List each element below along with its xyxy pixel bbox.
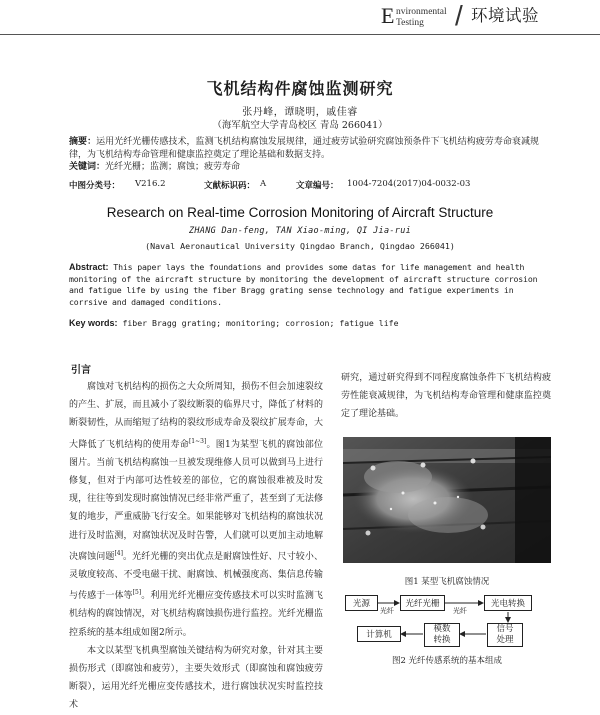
abstract-label-cn: 摘要： xyxy=(69,137,97,147)
journal-logo-letter: E xyxy=(381,3,395,28)
section-heading-intro: 引言 xyxy=(71,365,91,376)
class-value: V216.2 xyxy=(135,179,166,189)
light-source-box: 光源 xyxy=(345,595,378,611)
journal-logo-line1: nvironmental xyxy=(396,7,447,17)
section-name: 环境试验 xyxy=(471,6,539,25)
body-left-column xyxy=(69,378,323,715)
body-right-column xyxy=(341,369,551,424)
para1-text-3: 。光纤光栅的突出优点是耐腐蚀性好、尺寸较小、灵敏度较高、不受电磁干扰、耐腐蚀、机械强度高、集信息传输与传感于一体等 xyxy=(69,551,323,602)
class-label: 中图分类号： xyxy=(69,181,121,191)
header-divider xyxy=(0,34,600,35)
para1-text-4: 。利用光纤光栅应变传感技术可以实时监测飞机结构的腐蚀情况，对飞机结构腐蚀损伤进行监控。光纤光栅监控系统的基本组成如图2所示。 xyxy=(69,591,323,638)
keywords-cn: 光纤光栅；监测；腐蚀；疲劳寿命 xyxy=(105,162,241,172)
abstract-text-en: This paper lays the foundations and provides some datas for life management and health monitoring of the aircraft structure by monitoring the development of aircraft structure corrosion and fatigue life by using the fiber Bragg grating sense technology and fatigue experiments in corrsive and damaged conditions. xyxy=(69,262,538,308)
authors-en: ZHANG Dan-feng, TAN Xiao-ming, QI Jia-rui xyxy=(188,226,412,236)
doccode-value: A xyxy=(260,179,267,189)
fiber-label-1: 光纤 xyxy=(380,607,394,615)
paper-title-en: Research on Real-time Corrosion Monitoring of Aircraft Structure xyxy=(106,205,494,220)
abstract-text-cn: 运用光纤光栅传感技术，监测飞机结构腐蚀发展规律，通过疲劳试验研究腐蚀预条件下飞机结构疲劳寿命衰减规律，为飞机结构寿命管理和健康监控奠定了理论基础和数据支持。 xyxy=(69,137,539,160)
citation: [4] xyxy=(114,549,123,557)
abstract-label-en: Abstract: xyxy=(69,262,109,272)
affiliation-en: (Naval Aeronautical University Qingdao Branch, Qingdao 266041) xyxy=(145,241,455,251)
fiber-grating-box: 光纤光栅 xyxy=(400,595,445,611)
figure2-caption: 图2 光纤传感系统的基本组成 xyxy=(391,656,503,666)
articleno-label: 文章编号： xyxy=(296,181,339,191)
keywords-en-line xyxy=(69,318,399,328)
keywords-label-en: Key words: xyxy=(69,318,118,328)
intro-paragraph-1 xyxy=(69,378,323,642)
citation: [1~3] xyxy=(188,437,207,445)
figure1-caption: 图1 某型飞机腐蚀情况 xyxy=(404,577,490,587)
signal-processing-box: 信号处理 xyxy=(487,623,523,647)
photoelectric-box: 光电转换 xyxy=(484,595,532,611)
citation: [5] xyxy=(132,589,142,597)
abstract-cn xyxy=(69,136,539,174)
para1-text: 腐蚀对飞机结构的损伤之大众所周知，损伤不但会加速裂纹的产生、扩展，而且减小了裂纹断裂的临界尺寸，降低了材料的断裂韧性，从而缩短了结构的裂纹形成寿命及裂纹扩展寿命，大大降低了飞机结构的使用寿命 xyxy=(69,382,323,450)
system-block-diagram xyxy=(343,592,553,652)
paper-title-cn: 飞机结构件腐蚀监测研究 xyxy=(206,79,394,98)
affiliation-cn: （海军航空大学青岛校区 青岛 266041） xyxy=(212,120,388,131)
right-paragraph: 研究，通过研究得到不同程度腐蚀条件下飞机结构疲劳性能衰减规律，为飞机结构寿命管理和健康监控奠定了理论基础。 xyxy=(341,373,551,420)
authors-cn: 张丹峰，谭晓明，戚佳睿 xyxy=(242,107,358,118)
para1-text-2: 。图1为某型飞机的腐蚀部位图片。当前飞机结构腐蚀一旦被发现维修人员可以做到马上进行修复，但对于内部可达性较差的部位，它的腐蚀很难被及时发现，往往等到发现时腐蚀情况已经非常严重了，甚至到了无法修复的地步，严重威胁飞行安全。如果能够对飞机结构的腐蚀状况进行及时监测，对腐蚀状况及时告警，人们就可以更加主动地解决腐蚀问题 xyxy=(69,439,323,562)
computer-box: 计算机 xyxy=(357,626,401,642)
header-slash: / xyxy=(455,0,463,31)
abstract-en xyxy=(69,262,539,309)
fiber-label-2: 光纤 xyxy=(453,607,467,615)
keywords-en: fiber Bragg grating; monitoring; corrosion; fatigue life xyxy=(122,318,399,328)
journal-logo-line2: Testing xyxy=(396,18,424,28)
intro-paragraph-2: 本文以某型飞机典型腐蚀关键结构为研究对象，针对其主要损伤形式（即腐蚀和疲劳），主要失效形式（即腐蚀和腐蚀疲劳断裂），运用光纤光栅应变传感技术，进行腐蚀状况实时监控技术 xyxy=(69,645,323,711)
corrosion-photo xyxy=(343,437,551,563)
doccode-label: 文献标识码： xyxy=(204,181,256,191)
ad-converter-box: 模数转换 xyxy=(424,623,460,647)
articleno-value: 1004-7204(2017)04-0032-03 xyxy=(347,179,471,189)
keywords-label-cn: 关键词： xyxy=(69,162,106,172)
